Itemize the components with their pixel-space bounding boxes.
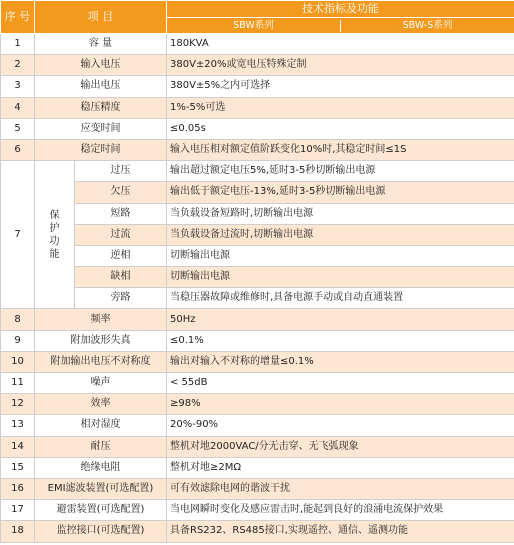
table-row-protection xyxy=(1,182,514,203)
row-value: 整机对地≥2MΩ xyxy=(167,457,514,478)
protection-item: 过流 xyxy=(75,224,167,245)
row-value: 输入电压相对额定值阶跃变化10%时,其稳定时间≤1S xyxy=(167,139,514,160)
row-value: 380V±20%或宽电压特殊定制 xyxy=(167,55,514,76)
row-number: 16 xyxy=(1,478,35,499)
protection-item: 欠压 xyxy=(75,182,167,203)
row-value: 整机对地2000VAC/分无击穿、无飞弧现象 xyxy=(167,436,514,457)
row-value: 具备RS232、RS485接口,实现遥控、通信、遥测功能 xyxy=(167,521,514,542)
row-value: ≤0.05s xyxy=(167,118,514,139)
row-item: 附加输出电压不对称度 xyxy=(35,351,167,372)
row-value: < 55dB xyxy=(167,373,514,394)
row-item: 噪声 xyxy=(35,373,167,394)
row-number: 5 xyxy=(1,118,35,139)
header-item: 项 目 xyxy=(35,1,167,34)
row-value: 380V±5%之内可选择 xyxy=(167,76,514,97)
protection-item: 逆相 xyxy=(75,245,167,266)
protection-group-text: 保护功能 xyxy=(49,209,60,260)
table-row xyxy=(1,436,514,457)
table-row xyxy=(1,139,514,160)
table-row xyxy=(1,500,514,521)
protection-group-label xyxy=(35,161,75,309)
table-row xyxy=(1,309,514,330)
table-row xyxy=(1,118,514,139)
row-number: 1 xyxy=(1,34,35,55)
table-row xyxy=(1,34,514,55)
row-item: 效率 xyxy=(35,394,167,415)
row-number: 4 xyxy=(1,97,35,118)
protection-value: 切断输出电源 xyxy=(167,267,514,288)
row-number: 9 xyxy=(1,330,35,351)
row-number: 12 xyxy=(1,394,35,415)
row-number: 3 xyxy=(1,76,35,97)
table-row xyxy=(1,457,514,478)
row-item: EMI滤波装置(可选配置) xyxy=(35,478,167,499)
row-number: 18 xyxy=(1,521,35,542)
row-item: 应变时间 xyxy=(35,118,167,139)
row-item: 绝缘电阻 xyxy=(35,457,167,478)
row-number: 15 xyxy=(1,457,35,478)
row-value: ≤0.1% xyxy=(167,330,514,351)
protection-value: 当负载设备短路时,切断输出电源 xyxy=(167,203,514,224)
spec-body xyxy=(1,34,514,543)
row-value: 1%-5%可选 xyxy=(167,97,514,118)
row-value: 20%-90% xyxy=(167,415,514,436)
table-row-protection xyxy=(1,224,514,245)
table-row-protection xyxy=(1,288,514,309)
series-sbw: SBW系列 xyxy=(167,20,341,32)
row-item: 稳压精度 xyxy=(35,97,167,118)
header-series xyxy=(167,18,514,34)
table-row xyxy=(1,373,514,394)
protection-item: 短路 xyxy=(75,203,167,224)
row-item: 耐压 xyxy=(35,436,167,457)
table-row-protection xyxy=(1,245,514,266)
table-row xyxy=(1,330,514,351)
table-row-protection xyxy=(1,161,514,182)
table-row xyxy=(1,76,514,97)
table-row xyxy=(1,97,514,118)
row-value: 可有效滤除电网的谐波干扰 xyxy=(167,478,514,499)
table-row xyxy=(1,55,514,76)
row-number: 17 xyxy=(1,500,35,521)
row-number: 8 xyxy=(1,309,35,330)
protection-value: 输出低于额定电压-13%,延时3-5秒切断输出电源 xyxy=(167,182,514,203)
table-row-protection xyxy=(1,203,514,224)
series-sbw-s: SBW-S系列 xyxy=(402,19,453,31)
row-item: 输出电压 xyxy=(35,76,167,97)
row-item: 容 量 xyxy=(35,34,167,55)
row-item: 监控接口(可选配置) xyxy=(35,521,167,542)
protection-item: 缺相 xyxy=(75,267,167,288)
row-value: 180KVA xyxy=(167,34,514,55)
table-row xyxy=(1,478,514,499)
row-value: 输出对输入不对称的增量≤0.1% xyxy=(167,351,514,372)
protection-value: 当稳压器故障或维修时,具备电源手动或自动直通装置 xyxy=(167,288,514,309)
header-spec: 技术指标及功能 xyxy=(167,1,514,18)
row-value: 当电网瞬时变化及感应雷击时,能起到良好的浪涌电流保护效果 xyxy=(167,500,514,521)
table-row xyxy=(1,351,514,372)
row-number: 14 xyxy=(1,436,35,457)
row-value: ≥98% xyxy=(167,394,514,415)
row-value: 50Hz xyxy=(167,309,514,330)
protection-value: 当负载设备过流时,切断输出电源 xyxy=(167,224,514,245)
row-number: 11 xyxy=(1,373,35,394)
row-number: 13 xyxy=(1,415,35,436)
header-no: 序 号 xyxy=(1,1,35,34)
row-number: 7 xyxy=(1,161,35,309)
row-item: 稳定时间 xyxy=(35,139,167,160)
header-row xyxy=(1,1,514,18)
table-row xyxy=(1,394,514,415)
row-number: 10 xyxy=(1,351,35,372)
protection-value: 输出超过额定电压5%,延时3-5秒切断输出电源 xyxy=(167,161,514,182)
row-number: 2 xyxy=(1,55,35,76)
row-item: 频率 xyxy=(35,309,167,330)
row-item: 输入电压 xyxy=(35,55,167,76)
row-item: 相对湿度 xyxy=(35,415,167,436)
row-number: 6 xyxy=(1,139,35,160)
protection-item: 过压 xyxy=(75,161,167,182)
protection-item: 旁路 xyxy=(75,288,167,309)
row-item: 附加波形失真 xyxy=(35,330,167,351)
table-row-protection xyxy=(1,267,514,288)
table-row xyxy=(1,521,514,542)
table-row xyxy=(1,415,514,436)
protection-value: 切断输出电源 xyxy=(167,245,514,266)
row-item: 避雷装置(可选配置) xyxy=(35,500,167,521)
